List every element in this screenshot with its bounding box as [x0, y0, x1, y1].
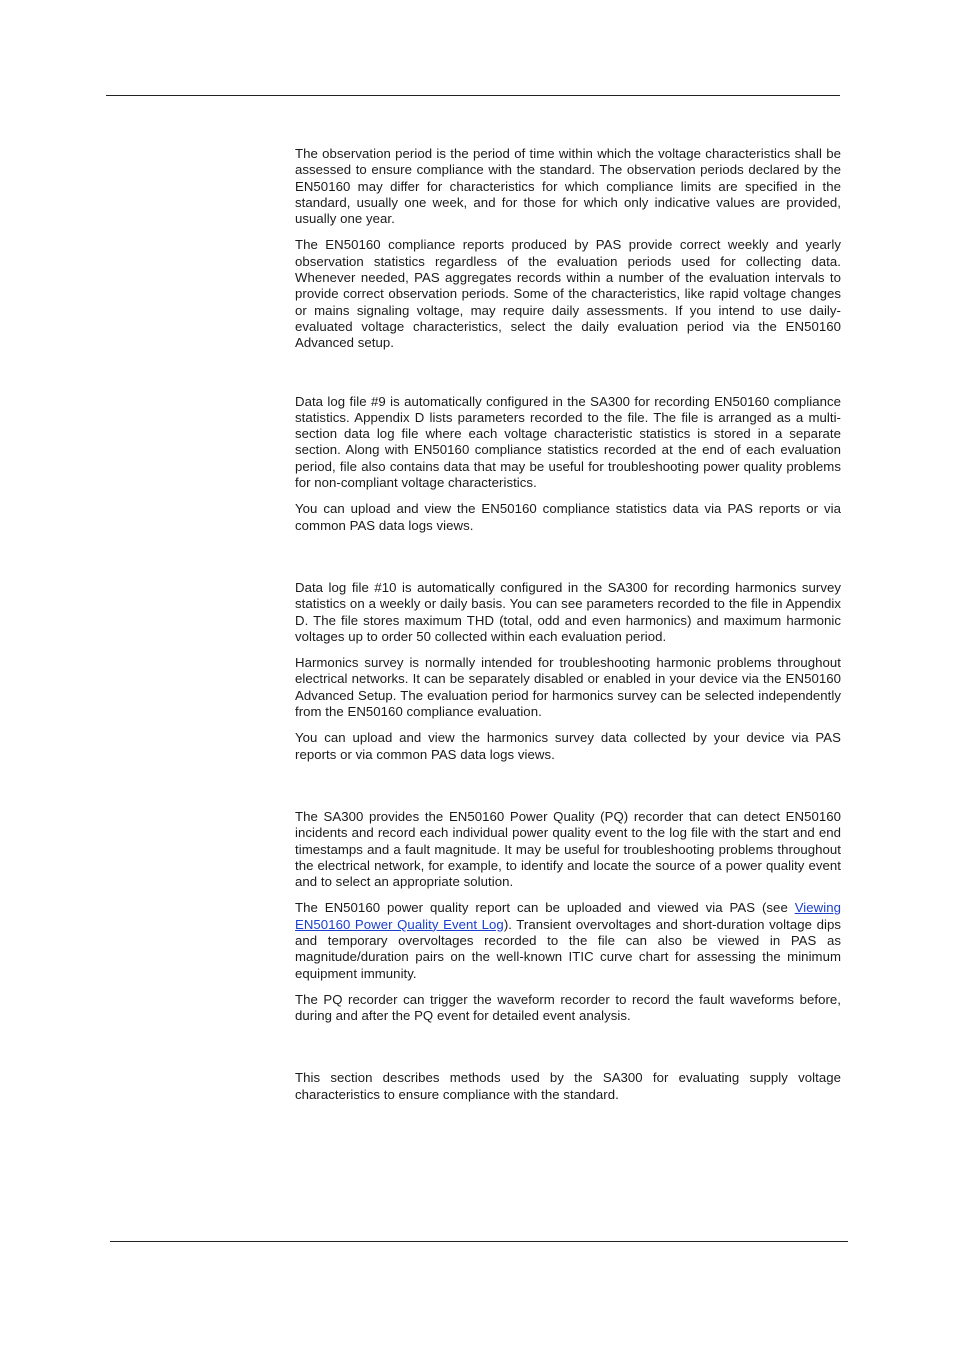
- paragraph: Data log file #10 is automatically configured in the SA300 for recording harmonics survey statistics on a weekly or daily basis. You can see parameters recorded to the file in Appendix D. The file stores maximum THD (total, odd and even harmonics) and maximum harmonic voltages up to order 50 collected within each evaluation period.: [295, 579, 841, 644]
- section-harmonics-survey: [295, 580, 841, 763]
- section-compliance-statistics: [295, 394, 841, 534]
- paragraph-text: ). Transient overvoltages and short-duration voltage dips and temporary overvoltages recorded to the file can also be viewed in PAS as magnitude/duration pairs on the well-known ITIC curve chart for assessing the minimum equipment immunity.: [295, 916, 841, 981]
- document-body: [295, 146, 841, 1103]
- paragraph-text: The EN50160 power quality report can be uploaded and viewed via PAS (see: [295, 900, 795, 916]
- paragraph: You can upload and view the harmonics survey data collected by your device via PAS reports or via common PAS data logs views.: [295, 730, 841, 762]
- section-evaluation-methods: [295, 1070, 841, 1103]
- footer-rule: [110, 1241, 848, 1242]
- paragraph: Harmonics survey is normally intended for troubleshooting harmonic problems throughout electrical networks. It can be separately disabled or enabled in your device via the EN50160 Advanced Setup. The evaluation period for harmonics survey can be selected independently from the EN50160 compliance evaluation.: [295, 655, 841, 720]
- viewing-pq-event-log-link[interactable]: Viewing EN50160 Power Quality Event Log: [295, 900, 841, 932]
- paragraph: The PQ recorder can trigger the waveform recorder to record the fault waveforms before, during and after the PQ event for detailed event analysis.: [295, 991, 841, 1024]
- header-rule: [106, 95, 840, 96]
- paragraph: Data log file #9 is automatically configured in the SA300 for recording EN50160 compliance statistics. Appendix D lists parameters recorded to the file. The file is arranged as a multi-section data log file where each voltage characteristic statistics is stored in a separate section. Along with EN50160 compliance statistics recorded at the end of each evaluation period, file also contains data that may be useful for troubleshooting power quality problems for non-compliant voltage characteristics.: [295, 393, 841, 491]
- paragraph: The EN50160 compliance reports produced by PAS provide correct weekly and yearly observation statistics regardless of the evaluation periods used for collecting data. Whenever needed, PAS aggregates records within a number of the evaluation intervals to provide correct observation periods. Some of the characteristics, like rapid voltage changes or mains signaling voltage, may require daily assessments. If you intend to use daily-evaluated voltage characteristics, select the daily evaluation period via the EN50160 Advanced setup.: [295, 237, 841, 351]
- paragraph: The SA300 provides the EN50160 Power Quality (PQ) recorder that can detect EN50160 incidents and record each individual power quality event to the log file with the start and end timestamps and a fault magnitude. It may be useful for troubleshooting problems throughout the electrical network, for example, to identify and locate the source of a power quality event and to select an appropriate solution.: [295, 808, 841, 890]
- paragraph: The observation period is the period of time within which the voltage characteristics shall be assessed to ensure compliance with the standard. The observation periods declared by the EN50160 may differ for characteristics for which compliance limits are specified in the standard, usually one week, and for those for which only indicative values are provided, usually one year.: [295, 146, 841, 227]
- section-pq-recorder: [295, 809, 841, 1025]
- paragraph-with-link: [295, 900, 841, 981]
- paragraph: You can upload and view the EN50160 compliance statistics data via PAS reports or via common PAS data logs views.: [295, 501, 841, 533]
- section-observation-period: [295, 146, 841, 352]
- paragraph: This section describes methods used by the SA300 for evaluating supply voltage characteristics to ensure compliance with the standard.: [295, 1070, 841, 1102]
